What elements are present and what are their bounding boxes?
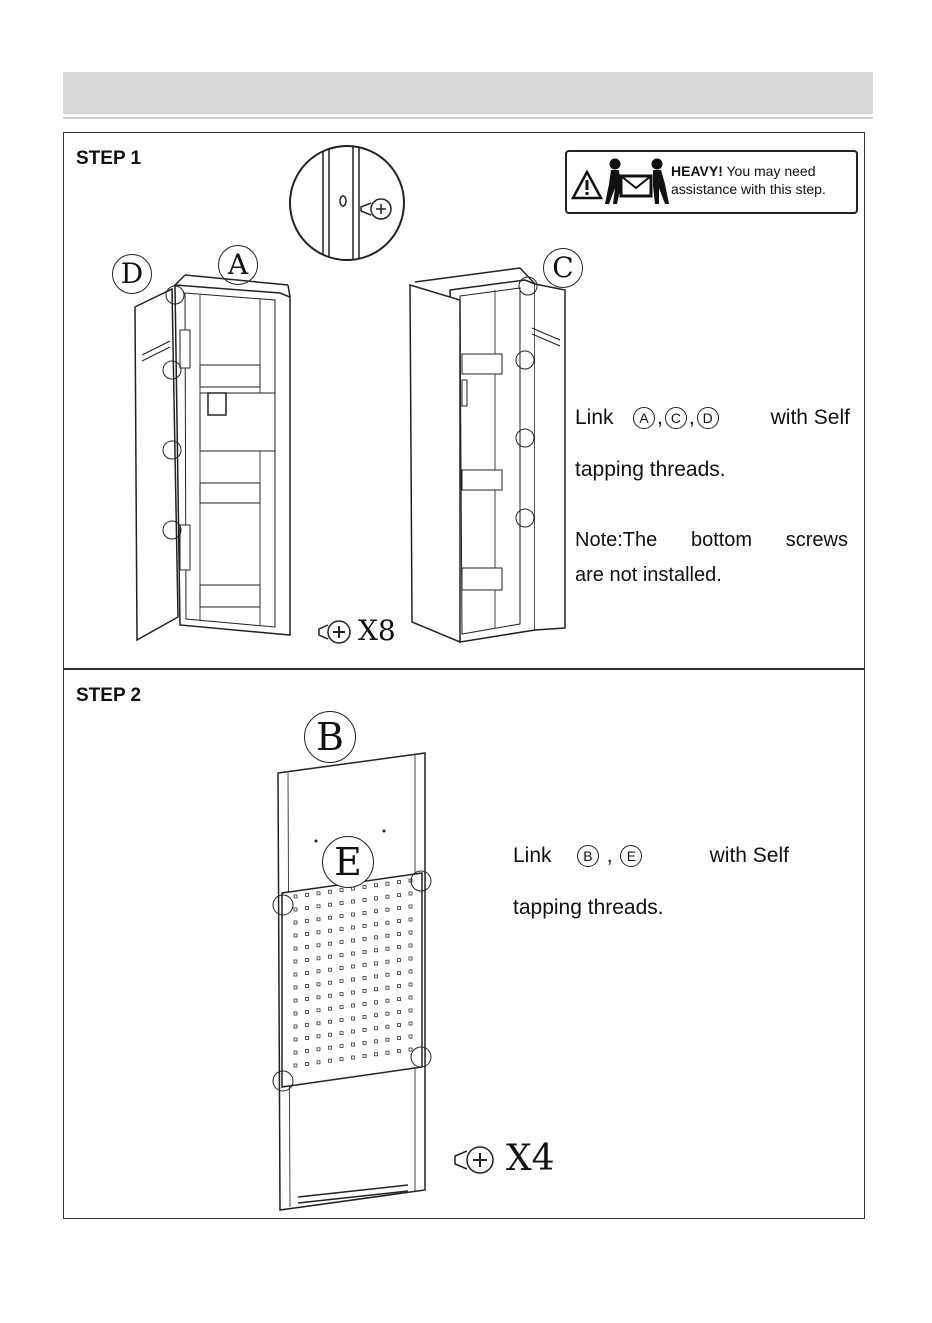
screw-icon: [452, 1140, 502, 1180]
step2-link-line2: tapping threads.: [513, 896, 664, 919]
header-bar: [63, 72, 873, 114]
panel-b-drawing: [270, 745, 440, 1215]
step1-link-line2: tapping threads.: [575, 458, 726, 481]
step2-link-text: Link B , E with Self: [513, 844, 789, 867]
warning-text: HEAVY! You may need assistance with this step.: [671, 163, 826, 197]
screw-icon: [317, 615, 357, 649]
step2-title: STEP 2: [76, 685, 142, 706]
part-label-b: B: [304, 711, 356, 763]
part-label-d: D: [112, 254, 152, 294]
step-divider: [63, 668, 865, 670]
step2-screw-count: X4: [506, 1138, 555, 1179]
heavy-warning-box: [565, 150, 858, 214]
cabinet-a-drawing: [120, 245, 320, 645]
part-label-e: E: [322, 836, 374, 888]
cabinet-c-drawing: [400, 250, 580, 650]
step1-note-line1: Note:The bottom screws: [575, 529, 848, 551]
step1-screw-count: X8: [358, 614, 396, 647]
warning-triangle-icon: [573, 172, 601, 198]
step1-link-text: Link A , C , D with Self: [575, 406, 850, 429]
part-label-c: C: [543, 248, 583, 288]
two-person-lift-icon: [569, 152, 669, 212]
step1-title: STEP 1: [76, 148, 142, 169]
part-label-a: A: [218, 245, 258, 285]
step1-note-line2: are not installed.: [575, 564, 722, 586]
header-line: [63, 117, 873, 119]
